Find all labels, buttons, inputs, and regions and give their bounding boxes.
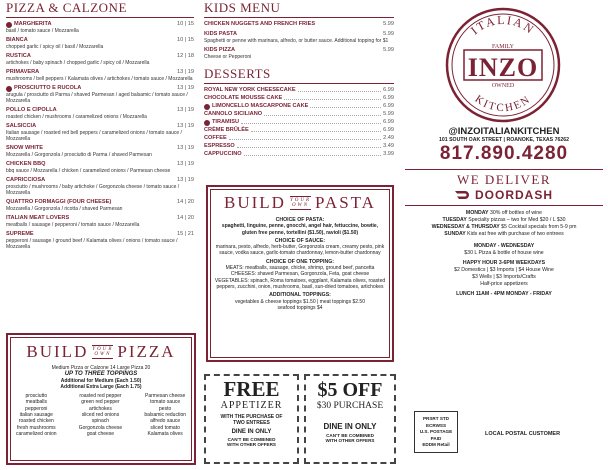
item-name: CHOCOLATE MOUSSE CAKE: [204, 95, 283, 101]
menu-item: [6, 85, 194, 104]
menu-item: [204, 111, 394, 118]
desserts-list: [204, 87, 394, 158]
leader-dots: [264, 111, 381, 116]
special-tuesday: TUESDAY Specialty pizzas – two for Med $20 / L $30: [442, 217, 566, 223]
item-name: RUSTICA: [6, 53, 31, 59]
menu-item: [204, 21, 394, 28]
menu-item: [6, 21, 194, 34]
additional-toppings-price: vegetables & cheese toppings $1.50 | meat toppings $2.50: [234, 298, 365, 305]
coupon-dine-in: DINE IN ONLY: [231, 429, 272, 435]
menu-item: [6, 215, 194, 228]
item-name: CHICKEN BBQ: [6, 161, 46, 167]
topping-option: artichokes: [89, 405, 112, 412]
menu-item: [6, 161, 194, 174]
menu-item: [204, 143, 394, 150]
local-postal-customer: LOCAL POSTAL CUSTOMER: [485, 431, 561, 437]
topping-option: spinach: [91, 418, 110, 425]
item-name: SUPREME: [6, 231, 34, 237]
item-price: 5.99: [383, 47, 394, 53]
item-price: 13 | 19: [176, 85, 194, 91]
item-name: CAPRICCIOSA: [6, 177, 46, 183]
topping-option: italian sausage: [19, 412, 53, 419]
menu-item: [204, 119, 394, 126]
item-price: 6.99: [383, 103, 394, 109]
coupon-two-entrees: TWO ENTREES: [233, 420, 270, 426]
address: 101 SOUTH OAK STREET | ROANOKE, TEXAS 76262: [438, 137, 570, 143]
item-name: CANNOLO SICILIANO: [204, 111, 263, 117]
item-price: 14 | 20: [176, 215, 194, 221]
menu-item: [204, 87, 394, 94]
five-off-coupon: [304, 374, 396, 464]
leader-dots: [284, 95, 381, 100]
item-name: ROYAL NEW YORK CHEESECAKE: [204, 87, 296, 93]
topping-option: Parmesan cheese: [145, 393, 186, 400]
chef-special-icon: [6, 86, 12, 92]
item-price: 3.99: [383, 151, 394, 157]
item-description: Mozzarella / Gorgonzola / prosciutto di Parma / shaved Parmesan: [6, 152, 152, 158]
pizza-sizes: Medium Pizza or Calzone 14 Large Pizza 20: [51, 365, 151, 371]
item-name: CAPPUCCINO: [204, 151, 242, 157]
own-word: OWN: [94, 352, 112, 357]
own-word: OWN: [291, 203, 310, 208]
item-name: SNOW WHITE: [6, 145, 43, 151]
we-deliver: WE DELIVER: [456, 172, 552, 187]
happy-hour-line3: Half-price appetizers: [480, 281, 528, 287]
item-name: PROSCIUTTO E RUCOLA: [14, 85, 82, 91]
seal-owned: OWNED: [491, 83, 515, 89]
item-description: arugula / prosciutto di Parma / shaved Parmesan / aged balsamic / tomato sauce / Mozzarella: [6, 92, 188, 104]
topping-option: roasted red pepper: [79, 393, 122, 400]
item-name: KIDS PASTA: [204, 31, 238, 37]
pizza-title: PIZZA & CALZONE: [6, 0, 194, 18]
sauce-choice-text: marinara, pesto, alfredo, herb-butter, Gorgonzola cream, creamy pesto, pink sauce, vodka sauce, garlic-tomato chardonnay, lemon-butter chardonnay: [215, 244, 385, 257]
topping-option: roasted chicken: [18, 418, 54, 425]
happy-hour-line1: $2 Domestics | $3 Imports | $4 House Wine: [454, 267, 554, 273]
special-monday: MONDAY 30% off bottles of wine: [465, 210, 543, 216]
additional-toppings-seafood: seafood toppings $4: [277, 304, 323, 311]
pizza-word: PIZZA: [117, 342, 176, 361]
pasta-choice-text: spaghetti, linguine, penne, gnocchi, angel hair, fettuccine, bowtie, gluten free penne, tortellini ($1.50), ravioli ($1.50): [221, 223, 379, 236]
item-price: 2.49: [383, 135, 394, 141]
chef-special-icon: [204, 104, 210, 110]
kids-dessert-column: [204, 0, 394, 159]
menu-item: [204, 135, 394, 142]
menu-item: [6, 123, 194, 142]
item-price: 6.99: [383, 87, 394, 93]
topping-option: fresh mushrooms: [16, 424, 56, 431]
item-name: ITALIAN MEAT LOVERS: [6, 215, 70, 221]
build-pasta-box: [206, 185, 394, 362]
kids-list: [204, 21, 394, 60]
special-mon-wed: MONDAY - WEDNESDAY: [473, 243, 535, 249]
item-description: Cheese or Pepperoni: [204, 54, 252, 60]
item-price: 13 | 19: [176, 145, 194, 151]
coupon-thirty-purchase: $30 PURCHASE: [316, 401, 384, 411]
topping-option: Kalamata olives: [147, 430, 183, 437]
topping-option: sliced tomato: [150, 424, 180, 431]
item-description: bbq sauce / Mozzarella / chicken / caramelized onions / Parmesan cheese: [6, 168, 171, 174]
leader-dots: [298, 87, 382, 92]
item-name: TIRAMISU: [212, 119, 240, 125]
pasta-choice-heading: CHOICE OF PASTA:: [275, 217, 325, 223]
item-price: 5.99: [383, 111, 394, 117]
item-name: CRÈME BRÛLÉE: [204, 127, 249, 133]
menu-item: [6, 37, 194, 50]
special-wed-thu: WEDNESDAY & THURSDAY $5 Cocktail specials from 5-9 pm: [431, 224, 577, 230]
desserts-title: DESSERTS: [204, 66, 394, 84]
topping-option: pesto: [159, 405, 172, 412]
item-description: Spaghetti or penne with marinara, alfredo, or butter sauce. Additional topping for $1: [204, 38, 389, 44]
doordash-logo[interactable]: [405, 188, 603, 202]
inzo-logo-seal: [444, 6, 562, 124]
menu-item: [204, 151, 394, 158]
menu-item: [6, 177, 194, 196]
topping-choice-heading: CHOICE OF ONE TOPPING:: [266, 258, 334, 265]
item-description: meatballs / sausage / pepperoni / tomato sauce / Mozzarella: [6, 222, 140, 228]
menu-item: [6, 69, 194, 82]
coupon-cant-combine: CAN'T BE COMBINED: [326, 433, 374, 438]
topping-option: meatballs: [25, 399, 47, 406]
phone-number[interactable]: 817.890.4280: [439, 143, 569, 164]
topping-option: prosciutto: [25, 393, 48, 400]
pizza-toppings: [8, 390, 194, 437]
chef-special-icon: [204, 120, 210, 126]
build-word: BUILD: [224, 193, 286, 212]
seal-kitchen: KITCHEN: [472, 93, 534, 115]
free-appetizer-coupon: [204, 374, 299, 464]
menu-item: [6, 145, 194, 158]
build-pizza-box: [6, 333, 196, 465]
build-word: BUILD: [26, 342, 89, 361]
item-name: SALSICCIA: [6, 123, 37, 129]
item-description: prosciutto / mushrooms / baby artichoke / Gorgonzola cheese / tomato sauce / Mozzarella: [6, 184, 180, 196]
item-description: artichokes / baby spinach / chopped garlic / spicy oil / Mozzarella: [6, 60, 150, 66]
item-price: 10 | 15: [176, 21, 194, 27]
menu-item: [204, 95, 394, 102]
topping-option: sliced red onions: [81, 412, 120, 419]
item-description: chopped garlic / spicy oil / basil / Mozzarella: [6, 44, 104, 50]
kids-title: KIDS MENU: [204, 0, 394, 18]
item-price: 6.99: [383, 127, 394, 133]
divider: [405, 169, 603, 170]
item-description: Mozzarella / Gorgonzola / ricotta / shaved Parmesan: [6, 206, 123, 212]
special-mon-wed-text: $30 L Pizza & bottle of house wine: [464, 250, 544, 256]
pizza-column: [6, 0, 194, 253]
contact-column: [405, 126, 603, 298]
your-word: YOUR: [289, 198, 312, 203]
menu-item: [6, 107, 194, 120]
svg-text:ITALIAN: [468, 13, 538, 37]
item-name: QUATTRO FORMAGGI (FOUR CHEESE): [6, 199, 112, 205]
pizza-list: [6, 21, 194, 250]
item-price: 3.49: [383, 143, 394, 149]
leader-dots: [229, 135, 381, 140]
item-name: ESPRESSO: [204, 143, 235, 149]
topping-meats: MEATS: meatballs, sausage, chicke, shrimp, ground beef, pancetta: [225, 265, 375, 272]
item-price: 13 | 19: [176, 177, 194, 183]
menu-item: [6, 53, 194, 66]
menu-item: [204, 103, 394, 110]
seal-inzo: INZO: [467, 53, 539, 82]
item-name: POLLO E CIPOLLA: [6, 107, 57, 113]
item-price: 12 | 18: [176, 53, 194, 59]
menu-item: [204, 31, 394, 44]
social-handle[interactable]: @INZOITALIANKITCHEN: [448, 126, 560, 137]
topping-option: Gorgonzola cheese: [78, 424, 123, 431]
coupon-other-offers: WITH OTHER OFFERS: [325, 438, 375, 443]
topping-option: balsamic reduction: [144, 412, 186, 419]
coupon-free: FREE: [223, 377, 280, 401]
doordash-text: DOORDASH: [474, 188, 553, 202]
item-price: 6.99: [383, 119, 394, 125]
your-word: YOUR: [92, 347, 114, 352]
topping-option: caramelized onion: [16, 430, 57, 437]
coupon-appetizer: APPETIZER: [220, 400, 283, 411]
item-price: 15 | 21: [176, 231, 194, 237]
lunch-hours: LUNCH 11AM - 4PM MONDAY - FRIDAY: [456, 291, 552, 297]
menu-item: [6, 231, 194, 250]
divider: [405, 205, 603, 206]
item-price: 13 | 19: [176, 107, 194, 113]
menu-item: [6, 199, 194, 212]
pasta-word: PASTA: [315, 193, 376, 212]
item-description: pepperoni / sausage / ground beef / Kalamata olives / onions / tomato sauce / Mozzarella: [6, 238, 178, 250]
item-name: KIDS PIZZA: [204, 47, 236, 53]
leader-dots: [310, 103, 381, 108]
topping-option: green red pepper: [81, 399, 120, 406]
happy-hour: HAPPY HOUR 3-6PM WEEKDAYS: [462, 260, 546, 266]
special-sunday: SUNDAY Kids eat free with purchase of two entrees: [444, 231, 564, 237]
item-description: basil / tomato sauce / Mozzarella: [6, 28, 79, 34]
coupon-other-offers: WITH OTHER OFFERS: [227, 442, 276, 447]
item-name: MARGHERITA: [14, 21, 52, 27]
additional-toppings-heading: ADDITIONAL TOPPINGS:: [269, 292, 331, 299]
item-description: mushrooms / bell peppers / Kalamata olives / artichokes / tomato sauce / Mozzarella: [6, 76, 193, 82]
menu-item: [204, 47, 394, 60]
item-price: 10 | 15: [176, 37, 194, 43]
doordash-icon: [455, 190, 471, 200]
item-name: BIANCA: [6, 37, 28, 43]
up-to-three: UP TO THREE TOPPINGS: [64, 371, 138, 378]
item-name: PRIMAVERA: [6, 69, 40, 75]
seal-italian: ITALIAN: [467, 12, 538, 38]
seal-family: FAMILY: [492, 44, 514, 50]
topping-cheeses: CHEESES: shaved Parmesan, Gorgonzola, Feta, goat cheese: [230, 271, 370, 278]
topping-option: alfredo sauce: [150, 418, 181, 425]
topping-option: pepperoni: [25, 405, 48, 412]
chef-special-icon: [6, 22, 12, 28]
leader-dots: [241, 119, 381, 124]
item-price: 5.99: [383, 31, 394, 37]
item-price: 5.99: [383, 21, 394, 27]
item-name: COFFEE: [204, 135, 227, 141]
happy-hour-line2: $3 Wells | $3 Imports/Crafts: [472, 274, 536, 280]
coupon-five-off: $5 OFF: [317, 379, 383, 401]
item-price: 13 | 19: [176, 161, 194, 167]
postal-indicia: PRSRT STD ECRWSS U.S. POSTAGE PAID EDDM Retail: [414, 411, 458, 453]
additional-large: Additional Extra Large (Each 1.75): [60, 383, 142, 390]
menu-item: [204, 127, 394, 134]
item-price: 13 | 19: [176, 69, 194, 75]
item-description: roasted chicken / mushrooms / caramelized onions / Mozzarella: [6, 114, 147, 120]
leader-dots: [251, 127, 381, 132]
additional-medium: Additional for Medium (Each 1.50): [60, 377, 142, 384]
leader-dots: [237, 143, 381, 148]
item-description: Italian sausage / roasted red bell peppers / caramelized onions / tomato sauce / Mozzarella: [6, 130, 182, 142]
sauce-choice-heading: CHOICE OF SAUCE:: [274, 237, 326, 244]
item-name: CHICKEN NUGGETS AND FRENCH FRIES: [204, 21, 316, 27]
leader-dots: [244, 151, 382, 156]
specials: [405, 210, 603, 298]
item-price: 13 | 19: [176, 123, 194, 129]
item-price: 14 | 20: [176, 199, 194, 205]
item-name: LIMONCELLO MASCARPONE CAKE: [212, 103, 309, 109]
coupon-cant-combine: CAN'T BE COMBINED: [227, 437, 276, 442]
build-pasta-heading: [214, 193, 386, 213]
topping-vegetables: VEGETABLES: spinach, Roma tomatoes, eggplant, Kalamata olives, roasted peppers, zucchini, onion, mushrooms, basil, sun-dried tomatoes, artichokes: [214, 277, 386, 290]
build-pizza-heading: [8, 342, 194, 362]
coupon-purchase-of: WITH THE PURCHASE OF: [220, 414, 283, 420]
topping-option: tomato sauce: [150, 399, 181, 406]
coupon-dine-in: DINE IN ONLY: [323, 422, 377, 431]
topping-option: goat cheese: [86, 430, 115, 437]
item-price: 6.99: [383, 95, 394, 101]
